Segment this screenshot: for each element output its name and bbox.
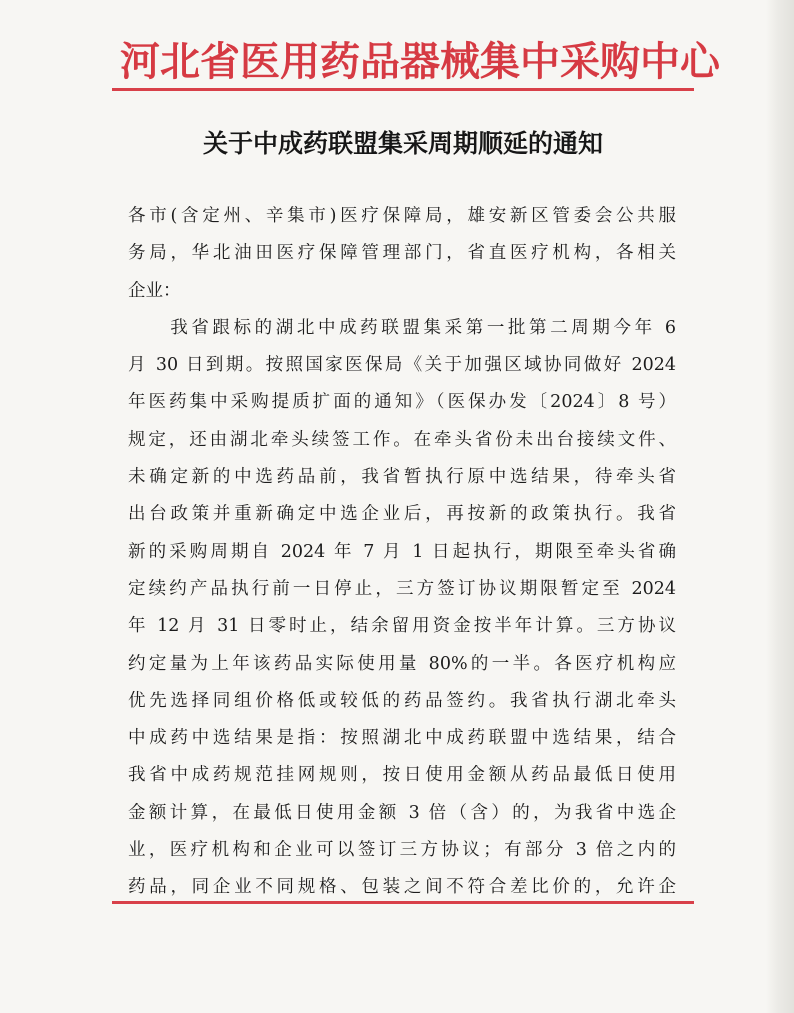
body-line: 药品，同企业不同规格、包装之间不符合差比价的，允许企 — [128, 877, 676, 898]
body-line: 中成药中选结果是指：按照湖北中成药联盟中选结果，结合 — [128, 728, 676, 749]
letterhead-red-rule — [112, 88, 694, 91]
body-line: 年 12 月 31 日零时止，结余留用资金按半年计算。三方协议 — [128, 616, 676, 637]
body-line: 优先选择同组价格低或较低的药品签约。我省执行湖北牵头 — [128, 690, 676, 711]
body-line: 企业： — [128, 280, 181, 301]
body-line: 定续约产品执行前一日停止，三方签订协议期限暂定至 2024 — [128, 578, 676, 599]
body-line: 新的采购周期自 2024 年 7 月 1 日起执行，期限至牵头省确 — [128, 541, 676, 562]
body-line: 各市(含定州、辛集市)医疗保障局，雄安新区管委会公共服 — [128, 206, 676, 226]
page-edge-shadow — [766, 0, 794, 1013]
body-line: 年医药集中采购提质扩面的通知》（医保办发〔2024〕8 号） — [128, 392, 676, 413]
footer-red-rule — [112, 901, 694, 904]
body-line: 我省跟标的湖北中成药联盟集采第一批第二周期今年 6 — [128, 317, 676, 338]
body-line: 出台政策并重新确定中选企业后，再按新的政策执行。我省 — [128, 504, 676, 525]
body-line: 规定，还由湖北牵头续签工作。在牵头省份未出台接续文件、 — [128, 429, 676, 450]
body-line: 约定量为上年该药品实际使用量 80%的一半。各医疗机构应 — [128, 653, 676, 674]
body-line: 月 30 日到期。按照国家医保局《关于加强区域协同做好 2024 — [128, 355, 676, 376]
body-line: 金额计算，在最低日使用金额 3 倍（含）的，为我省中选企 — [128, 802, 676, 823]
document-title: 关于中成药联盟集采周期顺延的通知 — [202, 129, 603, 158]
body-line: 我省中成药规范挂网规则，按日使用金额从药品最低日使用 — [128, 765, 676, 786]
body-line: 未确定新的中选药品前，我省暂执行原中选结果，待牵头省 — [128, 467, 676, 488]
document-body — [128, 198, 676, 907]
body-line: 业，医疗机构和企业可以签订三方协议；有部分 3 倍之内的 — [128, 840, 676, 861]
body-line: 务局，华北油田医疗保障管理部门，省直医疗机构，各相关 — [128, 243, 676, 264]
organization-name: 河北省医用药品器械集中采购中心 — [120, 38, 720, 85]
letterhead — [108, 18, 720, 88]
